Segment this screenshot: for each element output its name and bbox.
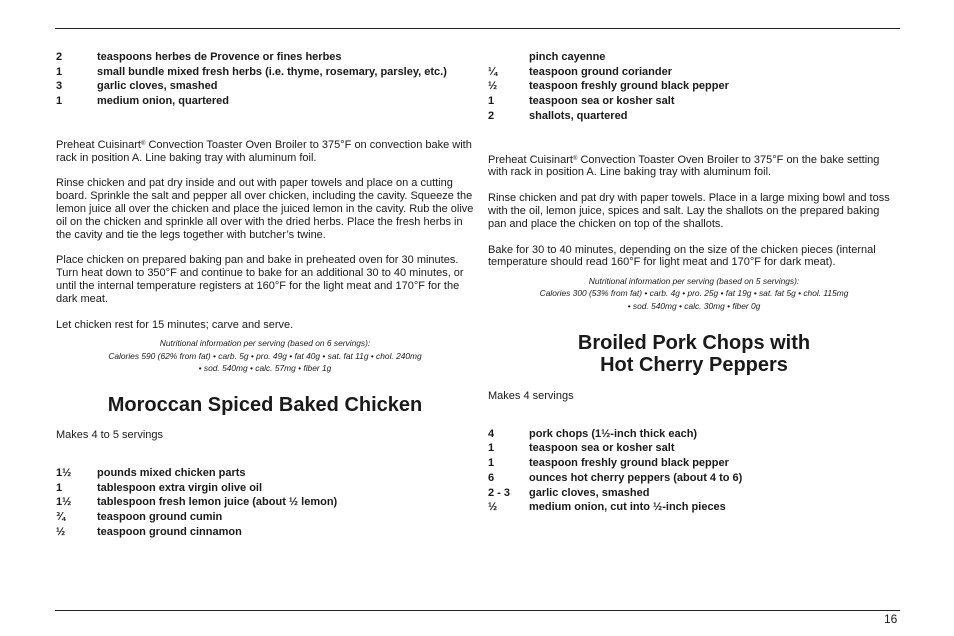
ingredient-row: 1 small bundle mixed fresh herbs (i.e. thyme, rosemary, parsley, etc.)	[56, 65, 447, 78]
ingredient-row: ½ teaspoon freshly ground black pepper	[488, 80, 729, 93]
ingredient-row: 2 - 3 garlic cloves, smashed	[488, 486, 650, 499]
instruction-step: Let chicken rest for 15 minutes; carve and serve.	[56, 318, 294, 331]
ingredient-list	[56, 466, 474, 540]
page-number: 16	[884, 612, 898, 626]
ingredient-row: 1½ pounds mixed chicken parts	[56, 466, 246, 479]
instruction-step: Preheat Cuisinart® Convection Toaster Oven Broiler to 375°F on convection bake with rack in position A. Line baking tray with aluminum foil.	[56, 138, 472, 164]
ingredient-list	[488, 427, 900, 515]
recipe-title: Moroccan Spiced Baked Chicken	[107, 393, 423, 416]
servings-text: Makes 4 to 5 servings	[56, 428, 163, 441]
ingredient-row: 4 pork chops (1½-inch thick each)	[488, 427, 698, 440]
servings-text: Makes 4 servings	[488, 389, 574, 402]
ingredient-row: 3 garlic cloves, smashed	[56, 80, 218, 93]
instruction-step: Rinse chicken and pat dry inside and out with paper towels and place on a cutting board. Sprinkle the salt and pepper all over chicken, including the cavity. Squeeze the lemon juice all over the chicken and place the juiced lemon in the cavity. Rub the olive oil on the chicken and sprinkle all over with the dried herbs. Place the fresh herbs in the cavity and tie the legs together with butcher’s twine.	[56, 177, 474, 241]
ingredient-row: 1 teaspoon sea or kosher salt	[488, 95, 675, 108]
ingredient-row: 2 shallots, quartered	[488, 109, 628, 122]
ingredient-row: ½ teaspoon ground cinnamon	[56, 525, 242, 538]
left-column	[56, 50, 474, 540]
instruction-step: Bake for 30 to 40 minutes, depending on the size of the chicken pieces (internal temperature should read 160°F for light meat and 170°F for dark meat).	[488, 243, 876, 269]
ingredient-list	[56, 50, 474, 109]
ingredient-row: 1½ tablespoon fresh lemon juice (about ½ lemon)	[56, 496, 338, 509]
ingredient-row: 1 teaspoon freshly ground black pepper	[488, 457, 729, 470]
ingredient-row: pinch cayenne	[529, 51, 606, 63]
ingredient-row: 6 ounces hot cherry peppers (about 4 to 6)	[488, 471, 743, 484]
nutrition-info: Nutritional information per serving (based on 5 servings): Calories 300 (53% from fat) • carb. 4g • pro. 25g • fat 19g • sat. fat 5g • chol. 115mg • sod. 540mg • calc. 30mg • fiber 0g	[539, 276, 849, 311]
instruction-step: Preheat Cuisinart® Convection Toaster Oven Broiler to 375°F on the bake setting with rack in position A. Line baking tray with aluminum foil.	[488, 153, 880, 179]
instruction-step: Place chicken on prepared baking pan and bake in preheated oven for 30 minutes. Turn heat down to 350°F and continue to bake for an additional 30 to 40 minutes, or until the internal temperature registers at 160°F for the light meat and 170°F for the dark meat.	[56, 254, 464, 305]
ingredient-row: ½ medium onion, cut into ½-inch pieces	[488, 501, 726, 514]
ingredient-list	[488, 50, 900, 124]
bottom-rule	[55, 610, 900, 611]
right-column	[488, 50, 900, 515]
nutrition-info: Nutritional information per serving (based on 6 servings): Calories 590 (62% from fat) • carb. 5g • pro. 49g • fat 40g • sat. fat 11g • chol. 240mg • sod. 540mg • calc. 57mg • fiber 1g	[108, 338, 422, 373]
ingredient-row: 2 teaspoons herbes de Provence or fines herbes	[56, 51, 342, 63]
ingredient-row: ¾ teaspoon ground cumin	[56, 511, 223, 524]
ingredient-row: 1 medium onion, quartered	[56, 95, 230, 108]
ingredient-row: ¼ teaspoon ground coriander	[488, 65, 673, 78]
instruction-step: Rinse chicken and pat dry with paper towels. Place in a large mixing bowl and toss with the oil, lemon juice, spices and salt. Lay the shallots on the prepared baking pan and place the chicken on top of the shallots.	[488, 192, 890, 230]
ingredient-row: 1 teaspoon sea or kosher salt	[488, 442, 675, 455]
top-rule	[55, 28, 900, 29]
recipe-title: Broiled Pork Chops with Hot Cherry Peppers	[577, 331, 811, 376]
ingredient-row: 1 tablespoon extra virgin olive oil	[56, 481, 263, 494]
